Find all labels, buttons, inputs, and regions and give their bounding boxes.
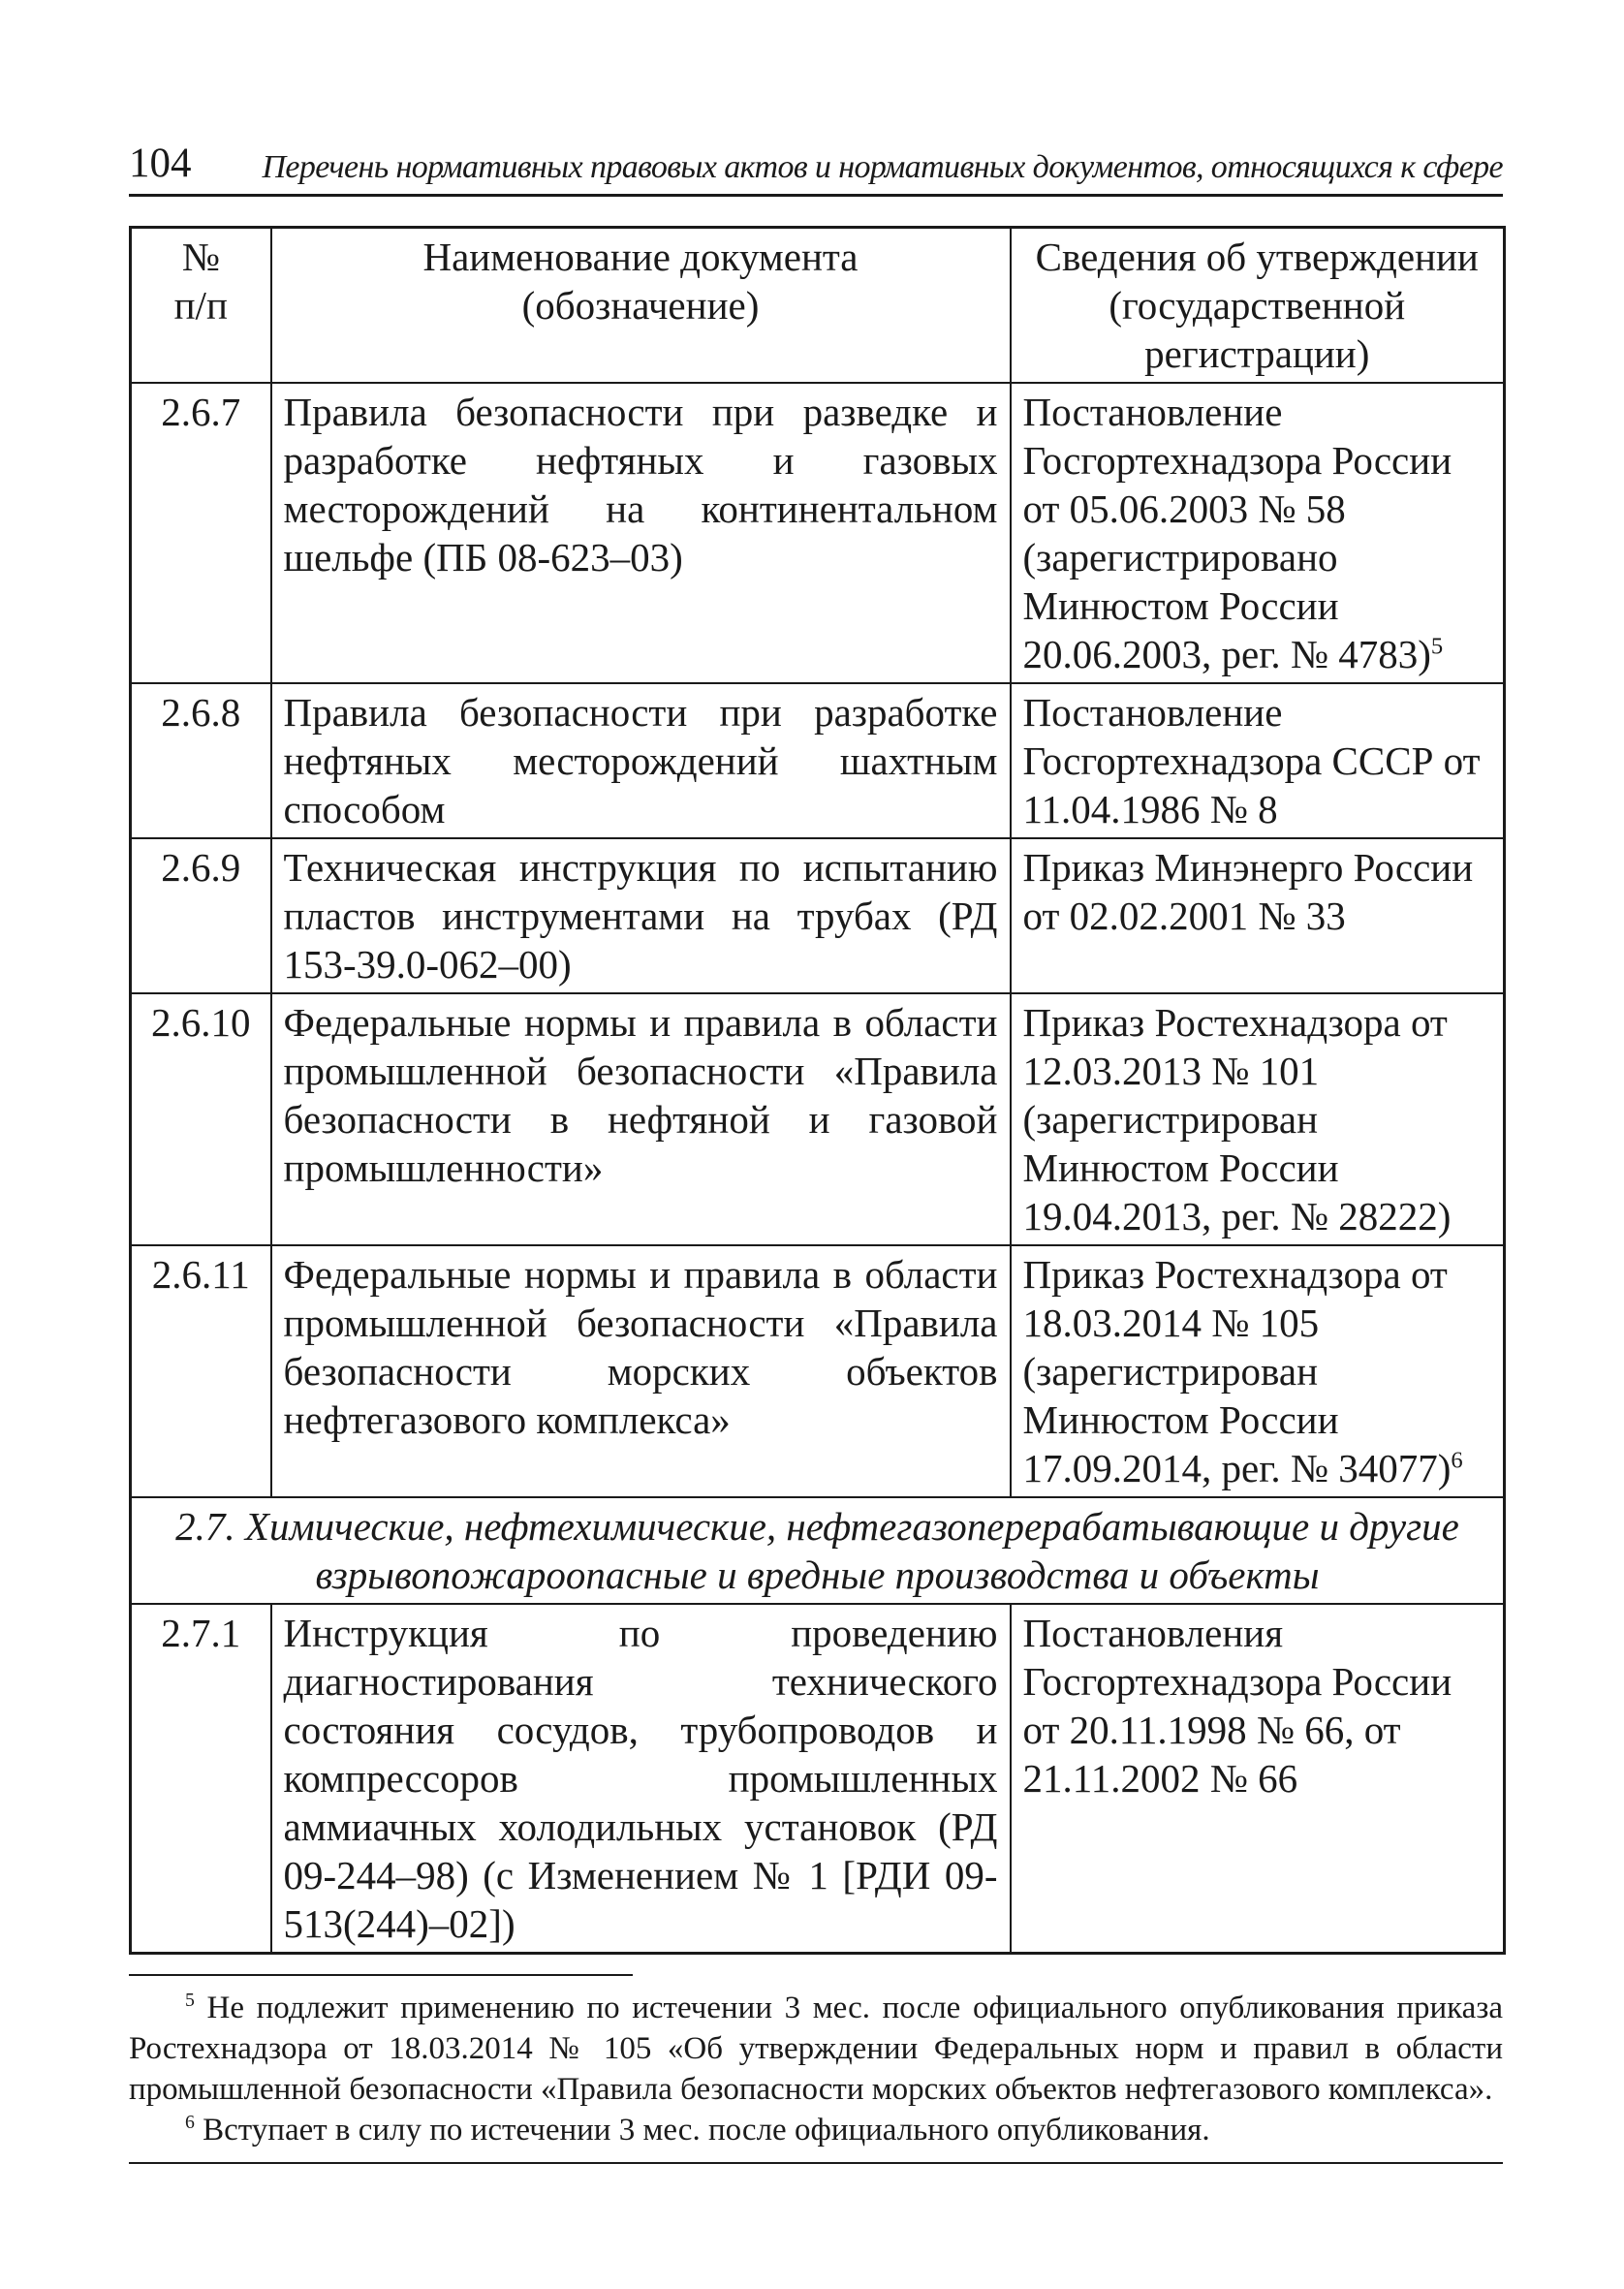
document-name: Правила безопасности при разведке и разработке нефтяных и газовых месторождений на континентальном шельфе (ПБ 08-623–03) — [271, 383, 1011, 683]
document-name: Федеральные нормы и правила в области промышленной безопасности «Правила безопасности морских объектов нефтегазового комплекса» — [271, 1245, 1011, 1497]
approval-info — [1011, 1245, 1505, 1497]
column-header-line: (обозначение) — [521, 283, 760, 328]
approval-text: Постановления Госгортехнадзора России от 20.11.1998 № 66, от 21.11.2002 № 66 — [1022, 1611, 1452, 1801]
footnote-text: Вступает в силу по истечении 3 мес. после официального опубликования. — [203, 2113, 1210, 2148]
footnote-reference[interactable]: 5 — [1430, 633, 1444, 660]
column-header-name — [271, 228, 1011, 384]
column-header-line: № — [181, 235, 220, 279]
section-heading-row — [131, 1497, 1505, 1604]
footnote — [129, 1988, 1503, 2110]
column-header-number — [131, 228, 271, 384]
section-heading: 2.7. Химические, нефтехимические, нефтегазоперерабатывающие и другие взрывопожароопасные и вредные производства и объекты — [131, 1497, 1505, 1604]
column-header-line: (государственной — [1109, 283, 1406, 328]
book-page — [129, 126, 1503, 2164]
document-name: Инструкция по проведению диагностирования технического состояния сосудов, трубопроводов и компрессоров промышленных аммиачных холодильных установок (РД 09-244–98) (с Изменением № 1 [РДИ 09-513(244)–02]) — [271, 1604, 1011, 1954]
row-number: 2.6.8 — [131, 683, 271, 838]
table-row — [131, 1245, 1505, 1497]
document-name: Федеральные нормы и правила в области промышленной безопасности «Правила безопасности в нефтяной и газовой промышленности» — [271, 993, 1011, 1245]
approval-info — [1011, 838, 1505, 993]
table-header-row — [131, 228, 1505, 384]
approval-text: Приказ Ростехнадзора от 12.03.2013 № 101 (зарегистрирован Минюстом России 19.04.2013, рег. № 28222) — [1022, 1000, 1452, 1239]
footnote — [129, 2110, 1503, 2150]
approval-text: Приказ Ростехнадзора от 18.03.2014 № 105 (зарегистрирован Минюстом России 17.09.2014, рег. № 34077) — [1022, 1252, 1452, 1490]
approval-text: Приказ Минэнерго России от 02.02.2001 № 33 — [1022, 845, 1474, 938]
row-number: 2.6.9 — [131, 838, 271, 993]
approval-info — [1011, 993, 1505, 1245]
column-header-line: Сведения об утверждении — [1035, 235, 1479, 279]
footnote-mark: 6 — [185, 2112, 195, 2133]
approval-info — [1011, 683, 1505, 838]
row-number: 2.6.7 — [131, 383, 271, 683]
running-title: Перечень нормативных правовых актов и нормативных документов, относящихся к сфере — [262, 149, 1503, 185]
table-row — [131, 683, 1505, 838]
row-number: 2.6.10 — [131, 993, 271, 1245]
row-number: 2.7.1 — [131, 1604, 271, 1954]
approval-text: Постановление Госгортехнадзора России от 05.06.2003 № 58 (зарегистрировано Минюстом России 20.06.2003, рег. № 4783) — [1022, 390, 1452, 676]
approval-info — [1011, 1604, 1505, 1954]
table-row — [131, 838, 1505, 993]
document-name: Техническая инструкция по испытанию пластов инструментами на трубах (РД 153-39.0-062–00) — [271, 838, 1011, 993]
table-row — [131, 383, 1505, 683]
footnote-mark: 5 — [185, 1990, 195, 2011]
document-name: Правила безопасности при разработке нефтяных месторождений шахтным способом — [271, 683, 1011, 838]
approval-info — [1011, 383, 1505, 683]
column-header-line: п/п — [173, 283, 228, 328]
footnotes — [129, 1974, 1503, 2164]
documents-table — [129, 226, 1506, 1955]
approval-text: Постановление Госгортехнадзора СССР от 11.04.1986 № 8 — [1022, 690, 1481, 831]
row-number: 2.6.11 — [131, 1245, 271, 1497]
column-header-info — [1011, 228, 1505, 384]
table-row — [131, 1604, 1505, 1954]
page-number: 104 — [129, 141, 192, 186]
footnote-reference[interactable]: 6 — [1451, 1447, 1463, 1474]
footnote-separator — [129, 1974, 633, 1976]
bottom-rule — [129, 2162, 1503, 2164]
table-row — [131, 993, 1505, 1245]
footnote-text: Не подлежит применению по истечении 3 мес. после официального опубликования приказа Ростехнадзора от 18.03.2014 № 105 «Об утверждении Федеральных норм и правил в области промышленной безопасности «Правила безопасности морских объектов нефтегазового комплекса». — [129, 1991, 1504, 2107]
column-header-line: регистрации) — [1144, 331, 1370, 376]
running-head — [129, 126, 1503, 197]
column-header-line: Наименование документа — [422, 235, 859, 279]
